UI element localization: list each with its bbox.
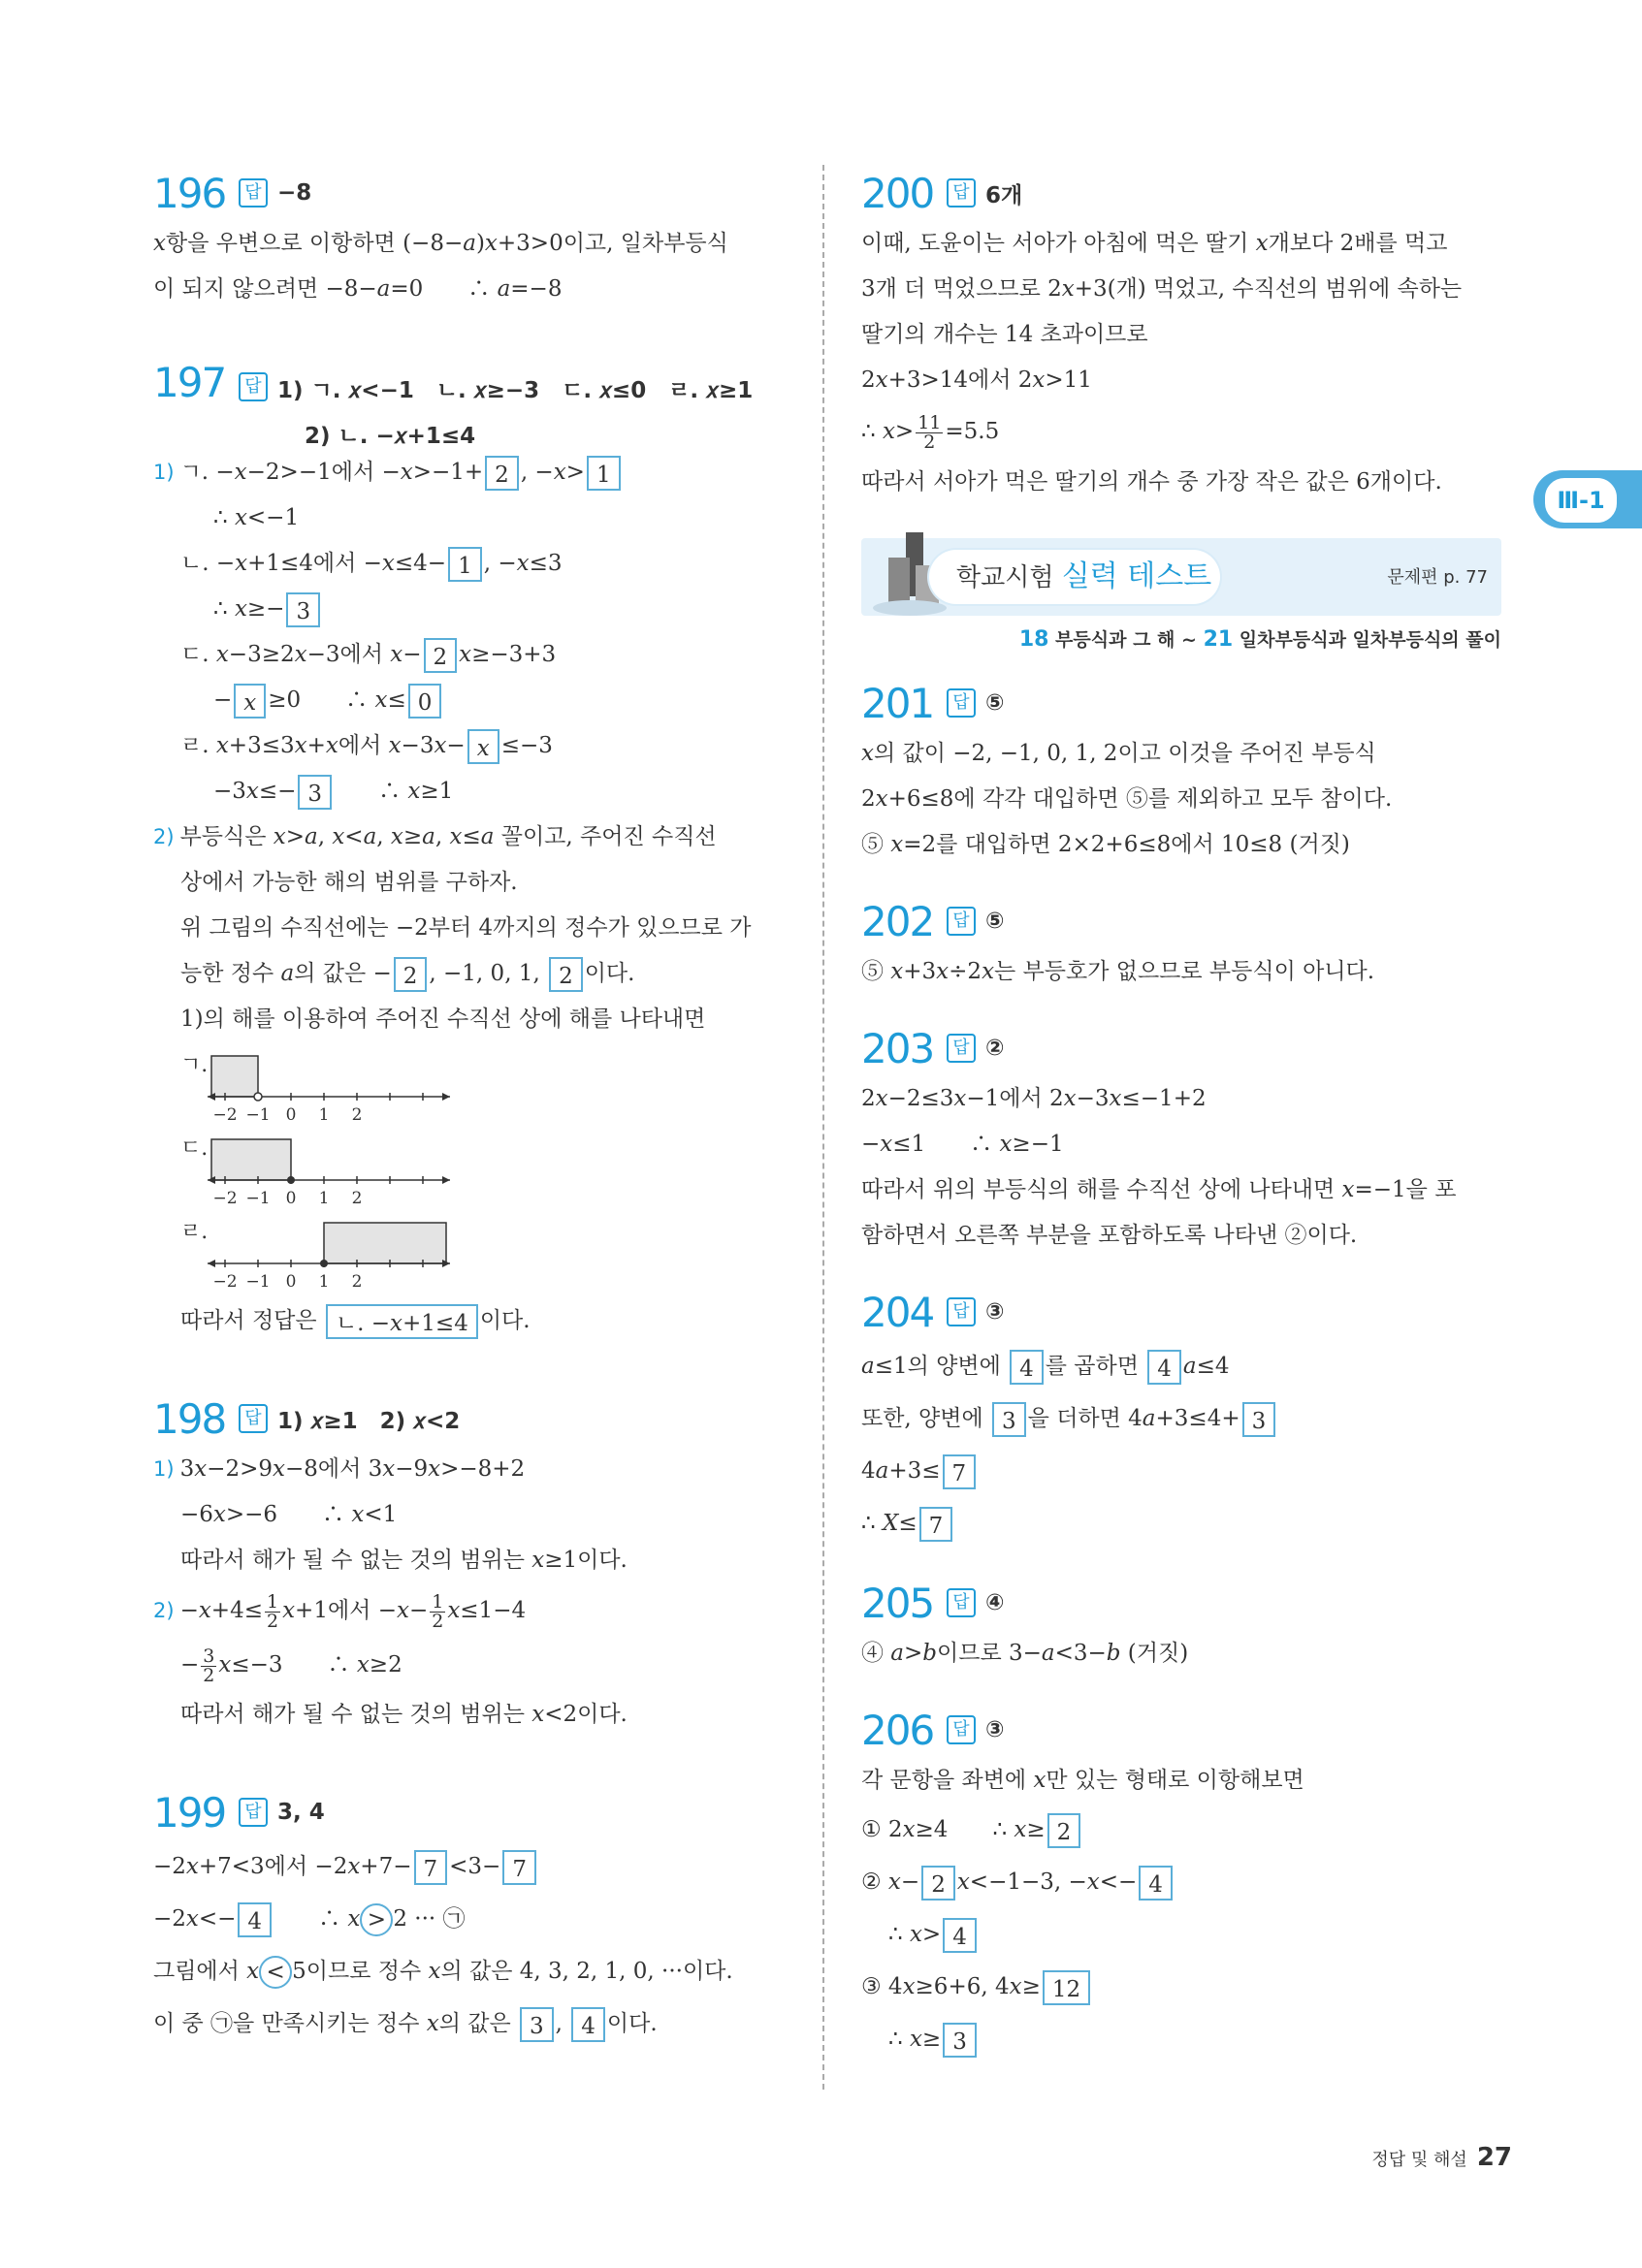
solution-line: 따라서 해가 될 수 없는 것의 범위는 𝑥≥1이다. [180, 1548, 628, 1573]
solution-text: −2𝑥+7<3에서 −2𝑥+7− [153, 1854, 412, 1879]
answer-badge: 답 [239, 1798, 268, 1827]
problem-199 [153, 1784, 793, 2050]
solution-text: 따라서 정답은 [180, 1308, 324, 1333]
blank-box: 4 [238, 1902, 272, 1937]
solution-text: −2𝑥<− [153, 1906, 237, 1932]
solution-text: ∴ 𝑥≥ [888, 2027, 942, 2052]
tick-label: 1 [318, 1105, 330, 1125]
tick-label: 1 [318, 1272, 330, 1292]
answer-badge: 답 [947, 178, 976, 208]
solution-text: ② 𝑥− [861, 1869, 920, 1895]
fraction: $\frac{3}{2}$ [203, 1645, 215, 1686]
solution-text: 또한, 양변에 [861, 1406, 991, 1431]
number-line-tag: ㄹ. [180, 1220, 209, 1244]
problem-number: 199 [153, 1788, 226, 1837]
solution-text: −𝑥+4≤ [179, 1598, 263, 1623]
answer-text: 2) ㄴ. −𝑥+1≤4 [305, 424, 476, 449]
answer-badge: 답 [947, 1588, 976, 1617]
problem-202 [861, 893, 1501, 995]
answer-badge: 답 [239, 178, 268, 208]
solution-line: 따라서 서아가 먹은 딸기의 개수 중 가장 작은 값은 6개이다. [861, 469, 1442, 495]
blank-box: 0 [408, 684, 442, 719]
blank-box: 3 [943, 2023, 977, 2058]
solution-text: 𝑥+1에서 −𝑥− [282, 1598, 429, 1623]
column-divider [822, 165, 824, 2090]
solution-text: 그림에서 𝑥 [153, 1959, 260, 1984]
problem-number: 205 [861, 1579, 934, 1627]
blank-box: 1 [587, 456, 621, 491]
blank-box: 3 [992, 1402, 1026, 1437]
solution-text: , [555, 2011, 570, 2036]
problem-number: 203 [861, 1024, 934, 1072]
problem-number: 201 [861, 679, 934, 727]
blank-box: 2 [424, 638, 458, 673]
number-line-a [180, 1048, 793, 1126]
tick-label: 2 [351, 1189, 363, 1208]
left-column [153, 165, 793, 2096]
solution-line: 각 문항을 좌변에 𝑥만 있는 형태로 이항해보면 [861, 1768, 1304, 1793]
problem-203 [861, 1020, 1501, 1259]
solution-text: ① 2𝑥≥4 ∴ 𝑥≥ [861, 1817, 1046, 1842]
solution-line: 상에서 가능한 해의 범위를 구하자. [180, 870, 518, 895]
problem-number: 196 [153, 169, 226, 217]
solution-text: 𝑥≤−3 ∴ 𝑥≥2 [218, 1652, 402, 1677]
solution-line: ∴ 𝑥<−1 [213, 505, 300, 530]
blank-box: 2 [485, 456, 519, 491]
solution-line: 위 그림의 수직선에는 −2부터 4까지의 정수가 있으므로 가 [180, 915, 752, 941]
blank-box: 2 [549, 957, 583, 992]
number-line-c [180, 1132, 793, 1209]
blank-box: 7 [943, 1454, 977, 1489]
solution-text: 능한 정수 𝑎의 값은 − [180, 961, 392, 986]
solution-text: ≤−3 [500, 733, 553, 758]
sub-label: 2) [153, 825, 175, 848]
solution-text: 부등식은 𝑥>𝑎, 𝑥<𝑎, 𝑥≥𝑎, 𝑥≤𝑎 꼴이고, 주어진 수직선 [179, 824, 717, 849]
number-line-tag: ㄷ. [180, 1136, 209, 1161]
solution-text: =5.5 [945, 419, 1000, 444]
problem-196 [153, 165, 793, 312]
answer-badge: 답 [947, 1034, 976, 1063]
solution-text: 이다. [606, 2011, 658, 2036]
solution-line: 2𝑥+3>14에서 2𝑥>11 [861, 367, 1092, 393]
solution-text: − [180, 1652, 200, 1677]
problem-number: 206 [861, 1706, 934, 1754]
blank-box: 7 [414, 1850, 448, 1885]
solution-text: ㄹ. 𝑥+3≤3𝑥+𝑥에서 𝑥−3𝑥− [180, 733, 466, 758]
tick-label: 2 [351, 1272, 363, 1292]
solution-text: ∴ 𝑥 [274, 1906, 361, 1932]
blank-box: 7 [502, 1850, 536, 1885]
answer-badge: 답 [947, 1297, 976, 1326]
solution-text: 5이므로 정수 𝑥의 값은 4, 3, 2, 1, 0, ···이다. [292, 1959, 733, 1984]
page-footer [1371, 2143, 1512, 2172]
solution-line: 2𝑥+6≤8에 각각 대입하면 ⑤를 제외하고 모두 참이다. [861, 786, 1393, 812]
solution-text: ∴ 𝑥≥− [213, 596, 285, 622]
solution-text: 𝑥≤1−4 [447, 1598, 527, 1623]
solution-text: 𝑥<−1−3, −𝑥<− [956, 1869, 1138, 1895]
solution-line: −6𝑥>−6 ∴ 𝑥<1 [180, 1502, 398, 1527]
solution-text: 𝑎≤4 [1182, 1354, 1230, 1379]
solution-text: ㄷ. 𝑥−3≥2𝑥−3에서 𝑥− [180, 642, 422, 667]
solution-line: −𝑥≤1 ∴ 𝑥≥−1 [861, 1132, 1064, 1157]
right-column [861, 165, 1501, 2112]
footer-label: 정답 및 해설 [1371, 2150, 1467, 2170]
answer-text: ⑤ [985, 909, 1005, 934]
solution-text: ∴ 𝑋≤ [861, 1511, 918, 1536]
problem-206 [861, 1702, 1501, 2065]
answer-text: ③ [985, 1717, 1005, 1742]
blank-box: 2 [394, 957, 428, 992]
problem-number: 200 [861, 169, 934, 217]
problem-205 [861, 1575, 1501, 1677]
solution-text: ㄴ. −𝑥+1≤4에서 −𝑥≤4− [180, 551, 447, 576]
blank-box: ㄴ. −𝑥+1≤4 [326, 1304, 478, 1339]
fraction: $\frac{1}{2}$ [266, 1590, 279, 1632]
tick-label: 0 [285, 1105, 297, 1125]
banner-page-ref: 문제편 p. 77 [1387, 567, 1488, 588]
tick-label: −2 [212, 1189, 238, 1208]
solution-text: −3𝑥≤− [213, 779, 297, 804]
solution-text: ≥0 ∴ 𝑥≤ [268, 687, 406, 713]
blank-box: 3 [286, 592, 320, 627]
solution-line: ⑤ 𝑥=2를 대입하면 2×2+6≤8에서 10≤8 (거짓) [861, 832, 1350, 857]
solution-line: 따라서 해가 될 수 없는 것의 범위는 𝑥<2이다. [180, 1702, 628, 1727]
solution-line: 딸기의 개수는 14 초과이므로 [861, 322, 1148, 347]
fraction: $\frac{11}{2}$ [918, 411, 942, 453]
answer-badge: 답 [947, 907, 976, 936]
solution-line: 따라서 위의 부등식의 해를 수직선 상에 나타내면 𝑥=−1을 포 [861, 1177, 1457, 1202]
tick-label: −1 [245, 1189, 271, 1208]
solution-line: 이때, 도윤이는 서아가 아침에 먹은 딸기 𝑥개보다 2배를 먹고 [861, 231, 1448, 256]
problem-number: 198 [153, 1394, 226, 1443]
solution-line: ⑤ 𝑥+3𝑥÷2𝑥는 부등호가 없으므로 부등식이 아니다. [861, 959, 1375, 984]
problem-number: 197 [153, 359, 226, 406]
answer-text: −8 [277, 180, 312, 206]
answer-text: ⑤ [985, 690, 1005, 716]
solution-line: 이 되지 않으려면 −8−𝑎=0 ∴ 𝑎=−8 [153, 276, 563, 302]
blank-circle: < [259, 1956, 292, 1989]
problem-198 [153, 1390, 793, 1738]
solution-text: − [213, 687, 233, 713]
sub-label: 2) [153, 1599, 175, 1622]
solution-line: ④ 𝑎>𝑏이므로 3−𝑎<3−𝑏 (거짓) [861, 1641, 1189, 1666]
number-line-graph [208, 1048, 460, 1126]
answer-badge: 답 [947, 1715, 976, 1744]
problem-204 [861, 1284, 1501, 1549]
blank-box: 3 [298, 775, 332, 810]
blank-box: 3 [1242, 1402, 1276, 1437]
solution-line: 𝑥항을 우변으로 이항하면 (−8−𝑎)𝑥+3>0이고, 일차부등식 [153, 231, 728, 256]
solution-text: 3𝑥−2>9𝑥−8에서 3𝑥−9𝑥>−8+2 [179, 1456, 526, 1482]
answer-text: 3, 4 [277, 1800, 325, 1825]
blank-box: 𝑥 [234, 684, 266, 719]
tick-label: 2 [351, 1105, 363, 1125]
solution-text: 𝑥≥−3+3 [459, 642, 557, 667]
number-line-tag: ㄱ. [180, 1053, 209, 1077]
solution-text: 이 중 ㉠을 만족시키는 정수 𝑥의 값은 [153, 2011, 518, 2036]
answer-text: 1) ㄱ. 𝑥<−1 ㄴ. 𝑥≥−3 ㄷ. 𝑥≤0 ㄹ. 𝑥≥1 [277, 378, 754, 403]
blank-box: 4 [943, 1918, 977, 1953]
solution-line: 2𝑥−2≤3𝑥−1에서 2𝑥−3𝑥≤−1+2 [861, 1086, 1207, 1111]
tick-label: 0 [285, 1272, 297, 1292]
tick-label: 0 [285, 1189, 297, 1208]
solution-text: 𝑎≤1의 양변에 [861, 1354, 1009, 1379]
blank-box: 2 [921, 1866, 955, 1901]
solution-text: 를 곱하면 [1045, 1354, 1146, 1379]
solution-line: 3개 더 먹었으므로 2𝑥+3(개) 먹었고, 수직선의 범위에 속하는 [861, 276, 1463, 302]
problem-number: 202 [861, 897, 934, 945]
solution-text: 을 더하면 4𝑎+3≤4+ [1027, 1406, 1240, 1431]
blank-box: 4 [571, 2007, 605, 2042]
solution-text: , −𝑥≤3 [483, 551, 563, 576]
sub-label: 1) [153, 1457, 175, 1481]
blank-box: 𝑥 [467, 729, 499, 764]
solution-text: 2 ··· ㉠ [393, 1906, 466, 1932]
solution-text: ∴ 𝑥> [861, 419, 915, 444]
answer-badge: 답 [947, 688, 976, 718]
blank-box: 4 [1010, 1350, 1044, 1385]
sub-label: 1) [153, 461, 175, 484]
section-tab [1533, 470, 1642, 528]
solution-text: 이다. [584, 961, 635, 986]
solution-line: 𝑥의 값이 −2, −1, 0, 1, 2이고 이것을 주어진 부등식 [861, 741, 1376, 766]
solution-text: ∴ 𝑥> [888, 1922, 942, 1947]
section-tab-label: Ⅲ-1 [1545, 478, 1617, 523]
blank-box: 3 [520, 2007, 554, 2042]
answer-badge: 답 [239, 372, 268, 401]
blank-box: 1 [448, 547, 482, 582]
solution-line: 함하면서 오른쪽 부분을 포함하도록 나타낸 ②이다. [861, 1223, 1358, 1248]
number-line-d [180, 1215, 793, 1293]
number-line-graph [208, 1132, 460, 1209]
number-line-graph [208, 1215, 460, 1293]
answer-text: 6개 [985, 182, 1023, 208]
blank-box: 7 [919, 1507, 953, 1542]
tick-label: −1 [245, 1105, 271, 1125]
blank-circle: > [360, 1903, 393, 1936]
problem-197 [153, 359, 793, 1344]
fraction: $\frac{1}{2}$ [432, 1590, 444, 1632]
blank-box: 4 [1147, 1350, 1181, 1385]
answer-text: ③ [985, 1299, 1005, 1325]
blank-box: 2 [1047, 1813, 1081, 1848]
section-banner [861, 538, 1501, 622]
tick-label: −2 [212, 1105, 238, 1125]
solution-text: 이다. [479, 1308, 531, 1333]
tick-label: −1 [245, 1272, 271, 1292]
page-number: 27 [1476, 2143, 1512, 2172]
banner-title: 학교시험 실력 테스트 [929, 550, 1220, 604]
solution-text: , −𝑥> [520, 460, 585, 485]
solution-line: 1)의 해를 이용하여 주어진 수직선 상에 해를 나타내면 [180, 1006, 706, 1032]
solution-text: ③ 4𝑥≥6+6, 4𝑥≥ [861, 1974, 1041, 1999]
problem-201 [861, 675, 1501, 868]
solution-text: , −1, 0, 1, [429, 961, 548, 986]
banner-subtitle: 18 부등식과 그 해 ~ 21 일차부등식과 일차부등식의 풀이 [1018, 627, 1501, 652]
tick-label: −2 [212, 1272, 238, 1292]
answer-text: ② [985, 1036, 1005, 1061]
solution-text: <3− [449, 1854, 501, 1879]
blank-box: 4 [1139, 1866, 1173, 1901]
tick-label: 1 [318, 1189, 330, 1208]
solution-text: 4𝑎+3≤ [861, 1458, 941, 1484]
answer-text: 1) 𝑥≥1 2) 𝑥<2 [277, 1408, 461, 1434]
problem-number: 204 [861, 1288, 934, 1336]
answer-badge: 답 [239, 1404, 268, 1433]
solution-text: ∴ 𝑥≥1 [334, 779, 454, 804]
problem-200 [861, 165, 1501, 505]
blank-box: 12 [1043, 1970, 1090, 2005]
answer-text: ④ [985, 1590, 1005, 1615]
solution-text: ㄱ. −𝑥−2>−1에서 −𝑥>−1+ [179, 460, 484, 485]
